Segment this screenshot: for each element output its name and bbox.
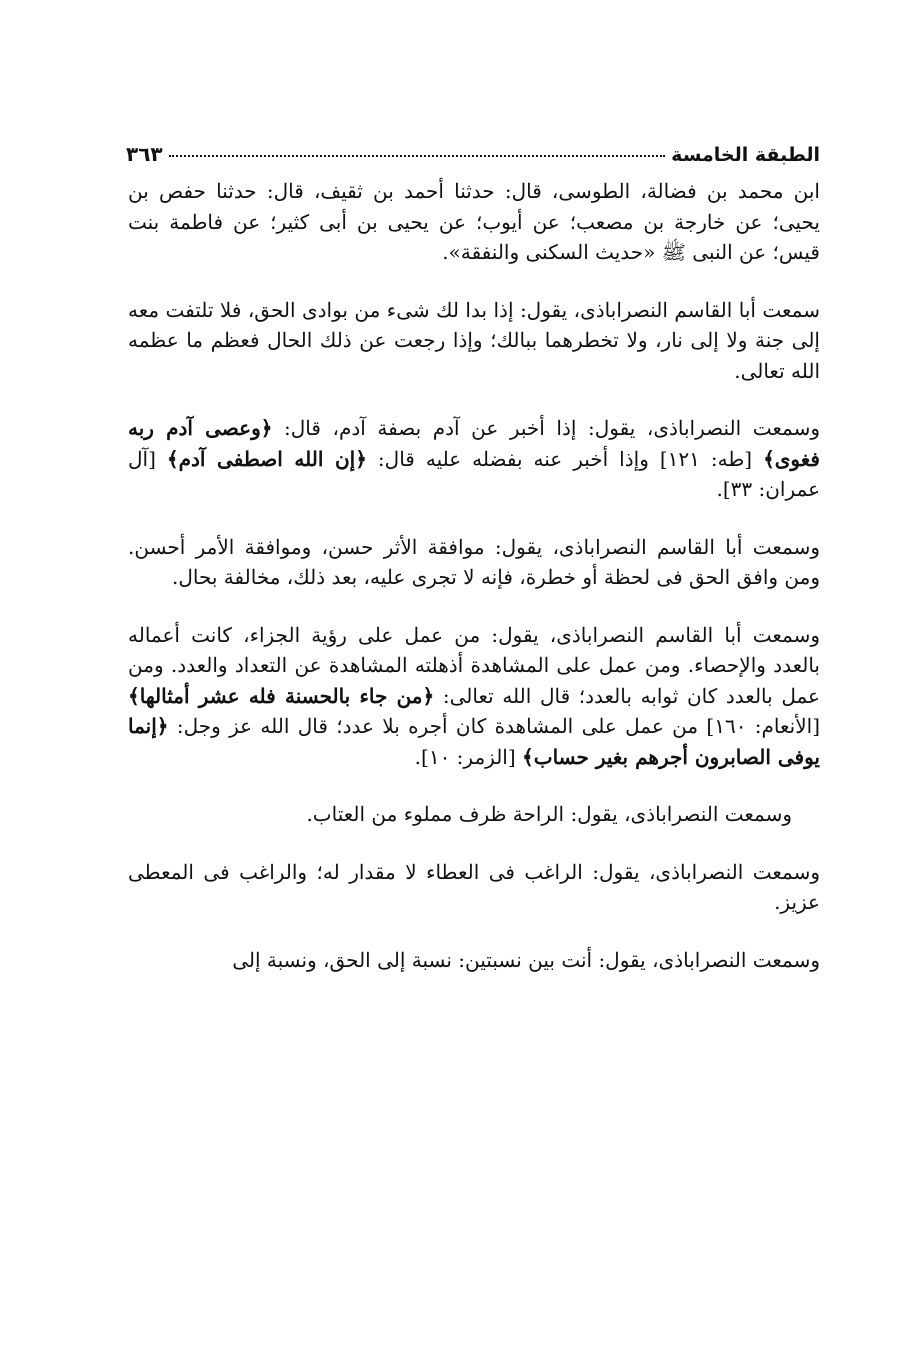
paragraph xyxy=(128,413,820,505)
quran-verse: ﴿وعصى آدم ربه فغوى﴾ xyxy=(128,416,820,471)
paragraph-text: وسمعت أبا القاسم النصراباذى، يقول: موافقة الأثر حسن، وموافقة الأمر أحسن. ومن وافق الحق فى لحظة أو خطرة، فإنه لا تجرى عليه، بعد ذلك، مخالفة بحال. xyxy=(128,534,821,589)
paragraph-text: ابن محمد بن فضالة، الطوسى، قال: حدثنا أحمد بن ثقيف، قال: حدثنا حفص بن يحيى؛ عن خارجة بن مصعب؛ عن أيوب؛ عن يحيى بن أبى كثير؛ عن فاطمة بنت قيس؛ عن النبى ﷺ «حديث السكنى والنفقة». xyxy=(128,179,820,264)
paragraph-text: [الزمر: ١٠]. xyxy=(414,744,523,769)
paragraph xyxy=(128,532,820,593)
body-text xyxy=(128,176,820,1002)
paragraph xyxy=(128,945,820,976)
paragraph-text: وسمعت النصراباذى، يقول: إذا أخبر عن آدم بصفة آدم، قال: xyxy=(272,416,820,440)
running-head xyxy=(126,142,820,172)
quran-verse: ﴿من جاء بالحسنة فله عشر أمثالها﴾ xyxy=(128,683,435,708)
quran-verse: ﴿إنما يوفى الصابرون أجرهم بغير حساب﴾ xyxy=(128,714,820,769)
quran-verse: ﴿إن الله اصطفى آدم﴾ xyxy=(166,446,367,471)
paragraph-text: [الأنعام: ١٦٠] من عمل على المشاهدة كان أجره بلا عدد؛ قال الله عز وجل: xyxy=(168,714,820,738)
paragraph xyxy=(128,799,820,830)
paragraph-text: سمعت أبا القاسم النصراباذى، يقول: إذا بدا لك شىء من بوادى الحق، فلا تلتفت معه إلى جنة ولا إلى نار، ولا تخطرهما ببالك؛ وإذا رجعت عن ذلك الحال فعظم ما عظمه الله تعالى. xyxy=(128,297,820,383)
paragraph xyxy=(128,295,820,387)
paragraph xyxy=(128,857,820,918)
paragraph-text: وسمعت النصراباذى، يقول: الراغب فى العطاء لا مقدار له؛ والراغب فى المعطى عزيز. xyxy=(128,859,820,914)
paragraph-text: وسمعت النصراباذى، يقول: أنت بين نسبتين: نسبة إلى الحق، ونسبة إلى xyxy=(232,947,820,972)
paragraph-text: وسمعت أبا القاسم النصراباذى، يقول: من عمل على رؤية الجزاء، كانت أعماله بالعدد والإحصاء. ومن عمل على المشاهدة أذهلته المشاهدة عن التعداد والعدد. ومن عمل بالعدد كان ثوابه بالعدد؛ قال الله تعالى: xyxy=(128,622,820,708)
paragraph-text: [طه: ١٢١] وإذا أخبر عنه بفضله عليه قال: xyxy=(366,446,764,471)
section-title: الطبقة الخامسة xyxy=(671,144,820,166)
paragraph xyxy=(128,176,820,268)
page-number: ٣٦٣ xyxy=(126,142,163,166)
leader-dots xyxy=(169,141,666,157)
paragraph xyxy=(128,620,820,773)
paragraph-text: [آل عمران: ٣٣]. xyxy=(128,446,820,501)
paragraph-text: وسمعت النصراباذى، يقول: الراحة ظرف مملوء من العتاب. xyxy=(306,802,792,826)
